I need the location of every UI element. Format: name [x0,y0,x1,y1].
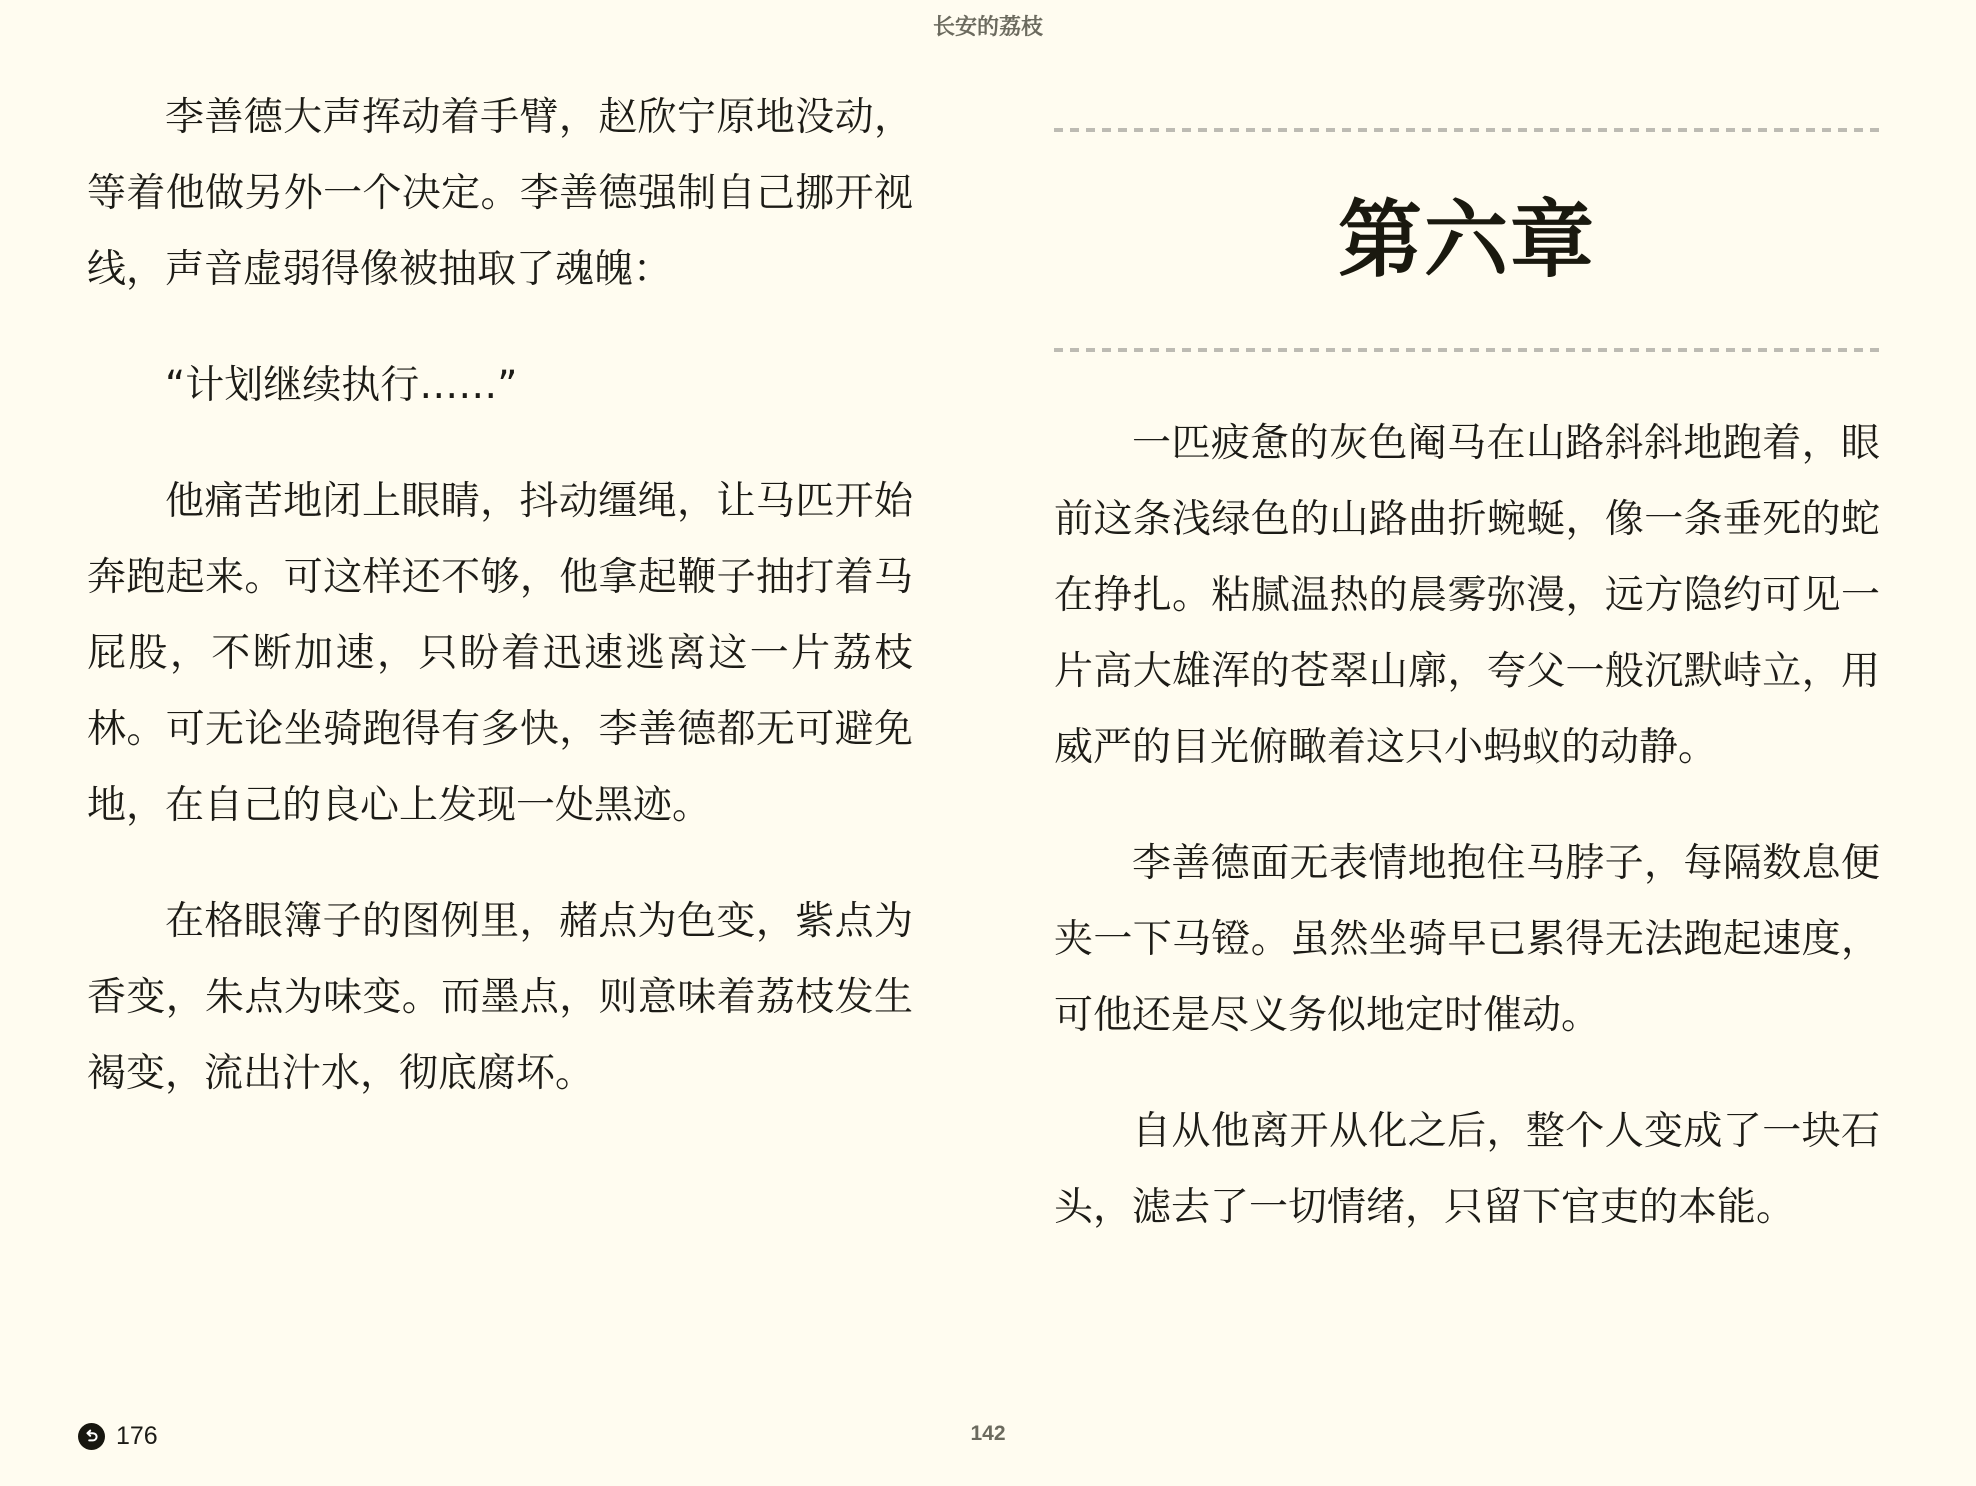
paragraph: 他痛苦地闭上眼睛，抖动缰绳，让马匹开始奔跑起来。可这样还不够，他拿起鞭子抽打着马屁股，不断加速，只盼着迅速逃离这一片荔枝林。可无论坐骑跑得有多快，李善德都无可避免地，在自己的良心上发现一处黑迹。 [87,479,913,828]
paragraph: 自从他离开从化之后，整个人变成了一块石头，滤去了一切情绪，只留下官吏的本能。 [1054,1109,1880,1230]
paragraph: “计划继续执行……” [165,363,518,408]
chapter-title: 第六章 [1337,191,1596,289]
page-number: 142 [970,1422,1006,1445]
paragraph: 李善德面无表情地抱住马脖子，每隔数息便夹一下马镫。虽然坐骑早已累得无法跑起速度，可他还是尽义务似地定时催动。 [1054,841,1880,1038]
book-title: 长安的荔枝 [932,15,1043,40]
paragraph: 李善德大声挥动着手臂，赵欣宁原地没动，等着他做另外一个决定。李善德强制自己挪开视线，声音虚弱得像被抽取了魂魄： [87,95,913,292]
chapter-header [1054,128,1880,352]
back-page-number[interactable]: 176 [116,1421,158,1450]
right-page [1054,128,1880,1286]
left-page [87,80,913,1152]
paragraph: 一匹疲惫的灰色阉马在山路斜斜地跑着，眼前这条浅绿色的山路曲折蜿蜒，像一条垂死的蛇在挣扎。粘腻温热的晨雾弥漫，远方隐约可见一片高大雄浑的苍翠山廓，夸父一般沉默峙立，用威严的目光俯瞰着这只小蚂蚁的动静。 [1054,421,1880,770]
paragraph: 在格眼簿子的图例里，赭点为色变，紫点为香变，朱点为味变。而墨点，则意味着荔枝发生褐变，流出汁水，彻底腐坏。 [87,899,913,1096]
chapter-divider-bottom [1054,348,1880,352]
chapter-divider-top [1054,128,1880,132]
